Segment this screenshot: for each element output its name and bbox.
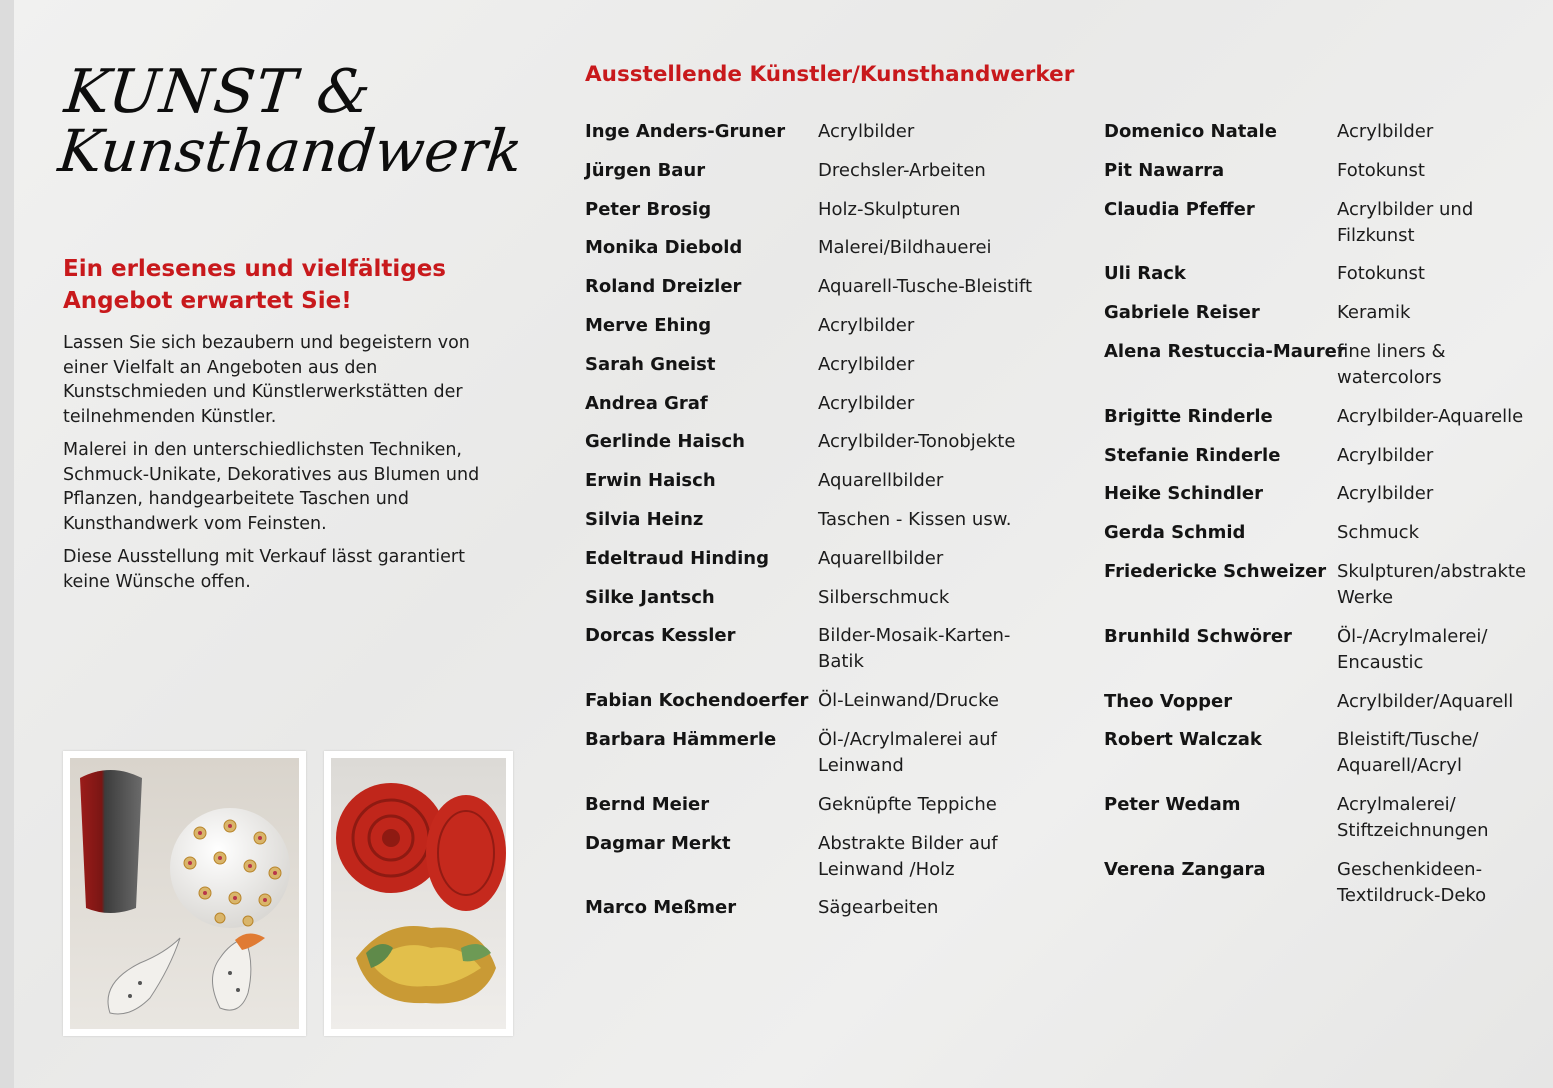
artist-name: Robert Walczak: [1104, 729, 1262, 751]
artist-work: Acrylbilder: [818, 121, 915, 142]
artist-work: fine liners & watercolors: [1337, 340, 1446, 388]
felt-roses-image: [331, 758, 506, 1029]
artist-row: [585, 831, 1055, 883]
artist-row: [1104, 559, 1553, 611]
artist-row: [585, 429, 1055, 455]
artist-work: Aquarellbilder: [818, 547, 944, 569]
artist-work: Abstrakte Bilder auf Leinwand /Holz: [818, 832, 998, 880]
artist-row: [1104, 520, 1553, 546]
artist-work: Aquarellbilder: [818, 470, 944, 492]
artist-name: Friedericke Schweizer: [1104, 560, 1327, 582]
artist-name: Brunhild Schwörer: [1104, 625, 1292, 647]
artist-row: [1104, 689, 1553, 715]
logo-line-1: KUNST &: [61, 57, 376, 127]
artist-work: Acrylbilder: [818, 392, 915, 414]
artist-work: Bilder-Mosaik-Karten-Batik: [818, 625, 1011, 673]
artist-name: Alena Restuccia-Maurer: [1104, 340, 1346, 362]
intro-paragraph: Malerei in den unterschiedlichsten Techniken, Schmuck-Unikate, Dekoratives aus Blumen und Pflanzen, handgearbeitete Taschen und Kunsthandwerk vom Feinsten.: [63, 440, 480, 534]
artist-name: Verena Zangara: [1104, 858, 1266, 880]
artist-row: [1104, 624, 1553, 676]
artist-row: [1104, 339, 1553, 391]
artist-work: Acrylbilder-Tonobjekte: [818, 431, 1016, 453]
artist-work: Drechsler-Arbeiten: [818, 159, 986, 181]
artist-work: Schmuck: [1337, 522, 1419, 544]
artist-work: Öl-/Acrylmalerei/ Encaustic: [1337, 625, 1488, 673]
artist-name: Gabriele Reiser: [1104, 302, 1260, 324]
artist-row: [585, 352, 1055, 378]
artist-row: [585, 727, 1055, 779]
intro-paragraph: Lassen Sie sich bezaubern und begeistern von einer Vielfalt an Angeboten aus den Kunstschmieden und Künstlerwerkstätten der teilnehmenden Künstler.: [63, 333, 470, 427]
artist-row: [1104, 857, 1553, 909]
artist-name: Uli Rack: [1104, 263, 1186, 285]
artist-name: Barbara Hämmerle: [585, 728, 777, 750]
artist-work: Acrylmalerei/ Stiftzeichnungen: [1337, 794, 1489, 842]
artist-name: Heike Schindler: [1104, 483, 1263, 505]
artist-name: Edeltraud Hinding: [585, 547, 769, 569]
artist-name: Peter Brosig: [585, 198, 712, 220]
artist-work: Acrylbilder-Aquarelle: [1337, 405, 1524, 427]
artist-row: [585, 468, 1055, 494]
artist-name: Andrea Graf: [585, 392, 708, 414]
section-title: Ausstellende Künstler/Kunsthandwerker: [585, 62, 1075, 87]
artist-row: [585, 274, 1055, 300]
artist-name: Domenico Natale: [1104, 121, 1277, 142]
artist-work: Öl-/Acrylmalerei auf Leinwand: [818, 728, 997, 776]
artist-name: Claudia Pfeffer: [1104, 198, 1255, 220]
artist-name: Theo Vopper: [1104, 690, 1233, 712]
artist-work: Öl-Leinwand/Drucke: [818, 690, 999, 712]
logo: [55, 57, 538, 185]
artist-work: Taschen - Kissen usw.: [818, 508, 1012, 530]
artist-row: [585, 197, 1055, 223]
artist-work: Acrylbilder: [818, 314, 915, 336]
artist-row: [1104, 792, 1553, 844]
artist-row: [585, 792, 1055, 818]
artist-name: Monika Diebold: [585, 237, 743, 259]
artist-name: Fabian Kochendoerfer: [585, 690, 809, 712]
artist-row: [585, 158, 1055, 184]
artist-name: Inge Anders-Gruner: [585, 121, 786, 142]
artist-row: [1104, 119, 1553, 145]
photo-felt-roses: [324, 751, 513, 1036]
artist-work: Sägearbeiten: [818, 897, 939, 919]
artist-name: Marco Meßmer: [585, 897, 737, 919]
artist-list-left: [585, 119, 1055, 921]
artist-row: [1104, 404, 1553, 430]
artist-row: [585, 313, 1055, 339]
artist-name: Pit Nawarra: [1104, 159, 1225, 181]
page-edge: [0, 0, 14, 1088]
photo-ceramics: [63, 751, 306, 1036]
artist-row: [1104, 158, 1553, 184]
artist-name: Dagmar Merkt: [585, 832, 731, 854]
artist-row: [1104, 300, 1553, 326]
artist-name: Silvia Heinz: [585, 508, 704, 530]
artist-name: Peter Wedam: [1104, 794, 1241, 816]
artist-row: [1104, 197, 1553, 249]
headline: Ein erlesenes und vielfältiges Angebot erwartet Sie!: [63, 256, 446, 314]
artist-row: [585, 585, 1055, 611]
artist-work: Acrylbilder: [1337, 483, 1434, 505]
artist-name: Gerlinde Haisch: [585, 431, 745, 453]
artist-row: [585, 895, 1055, 921]
artist-work: Geschenkideen-Textildruck-Deko: [1337, 858, 1487, 906]
artist-name: Jürgen Baur: [585, 159, 706, 181]
intro-text: [63, 331, 503, 603]
artist-row: [1104, 443, 1553, 469]
artist-name: Gerda Schmid: [1104, 522, 1246, 544]
artist-work: Acrylbilder/Aquarell: [1337, 690, 1514, 712]
artist-name: Bernd Meier: [585, 793, 710, 815]
artist-name: Sarah Gneist: [585, 353, 716, 375]
logo-line-2: Kunsthandwerk: [55, 117, 526, 185]
ceramics-image: [70, 758, 299, 1029]
artist-work: Holz-Skulpturen: [818, 198, 961, 220]
artist-name: Silke Jantsch: [585, 586, 715, 608]
artist-work: Aquarell-Tusche-Bleistift: [818, 276, 1033, 298]
artist-row: [1104, 481, 1553, 507]
artist-work: Skulpturen/abstrakte Werke: [1337, 560, 1527, 608]
artist-row: [585, 507, 1055, 533]
artist-work: Acrylbilder: [1337, 444, 1434, 466]
artist-name: Erwin Haisch: [585, 470, 716, 492]
artist-work: Bleistift/Tusche/ Aquarell/Acryl: [1337, 729, 1479, 777]
artist-list-right: [1104, 119, 1553, 909]
artist-work: Fotokunst: [1337, 263, 1425, 285]
artist-row: [585, 235, 1055, 261]
artist-work: Acrylbilder: [1337, 121, 1434, 142]
artist-name: Roland Dreizler: [585, 276, 742, 298]
artist-work: Keramik: [1337, 302, 1411, 324]
artist-work: Acrylbilder: [818, 353, 915, 375]
artist-work: Malerei/Bildhauerei: [818, 237, 992, 259]
artist-row: [585, 391, 1055, 417]
artist-work: Geknüpfte Teppiche: [818, 793, 997, 815]
artist-work: Acrylbilder und Filzkunst: [1337, 198, 1474, 246]
artist-work: Silberschmuck: [818, 586, 950, 608]
intro-paragraph: Diese Ausstellung mit Verkauf lässt garantiert keine Wünsche offen.: [63, 547, 465, 592]
artist-row: [585, 119, 1055, 145]
artist-work: Fotokunst: [1337, 159, 1425, 181]
artist-name: Stefanie Rinderle: [1104, 444, 1281, 466]
artist-row: [1104, 261, 1553, 287]
artist-name: Merve Ehing: [585, 314, 712, 336]
artist-row: [585, 688, 1055, 714]
artist-name: Brigitte Rinderle: [1104, 405, 1273, 427]
artist-row: [585, 623, 1055, 675]
artist-name: Dorcas Kessler: [585, 625, 736, 647]
brochure-page: [14, 0, 1553, 1088]
artist-row: [1104, 727, 1553, 779]
artist-row: [585, 546, 1055, 572]
